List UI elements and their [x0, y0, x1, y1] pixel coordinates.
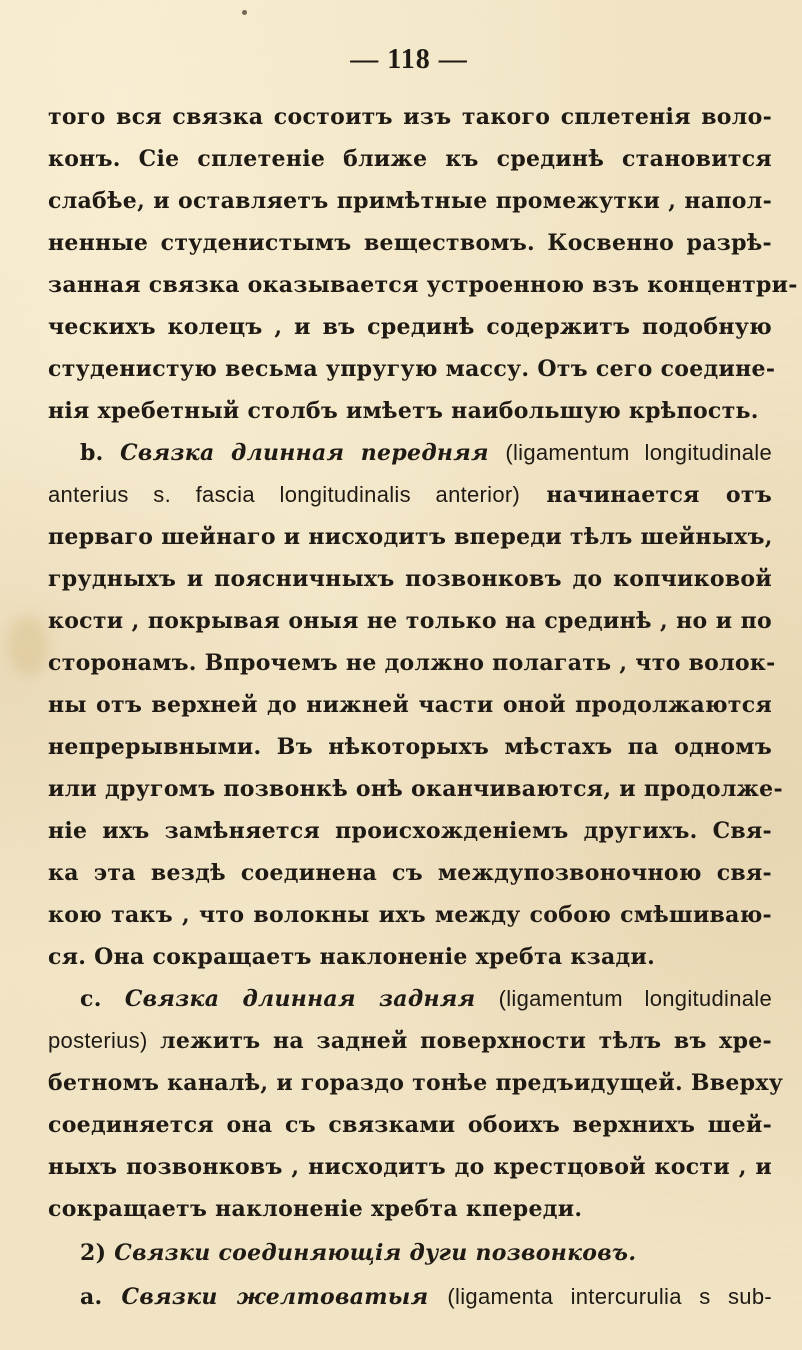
- latin-term: (ligamentum longitudinale: [505, 440, 772, 465]
- section-title: Связки соединяющія дуги позвонковъ.: [114, 1240, 637, 1266]
- text-line: ныхъ позвонковъ , нисходитъ до крестцовой кости , и: [48, 1154, 772, 1180]
- text-line: слабѣе, и оставляетъ примѣтные промежутки , напол-: [48, 188, 772, 214]
- text-line: нія хребетный столбъ имѣетъ наибольшую крѣпость.: [48, 398, 759, 424]
- text-line: ка эта вездѣ соединена съ междупозвоночною свя-: [48, 860, 772, 886]
- ligament-name: Связка длинная передняя: [120, 440, 489, 466]
- text-line: перваго шейнаго и нисходитъ впереди тѣлъ шейныхъ,: [48, 524, 773, 550]
- text-line: кости , покрывая оныя не только на срединѣ , но и по: [48, 608, 772, 634]
- text-line: соединяется она съ связками обоихъ верхнихъ шей-: [48, 1112, 772, 1138]
- text-line: ся. Она сокращаетъ наклоненіе хребта кзади.: [48, 944, 656, 970]
- latin-term: (ligamentum longitudinale: [498, 986, 772, 1011]
- text-line: конъ. Сіе сплетеніе ближе къ срединѣ становится: [48, 146, 772, 172]
- text-line: ненные студенистымъ веществомъ. Косвенно разрѣ-: [48, 230, 772, 256]
- ligament-name: Связка длинная задняя: [124, 986, 476, 1012]
- page-number: — 118 —: [350, 44, 468, 75]
- paragraph-b-heading: b. Связка длинная передняя (ligamentum longitudinale: [80, 440, 772, 466]
- latin-term: posterius): [48, 1028, 148, 1053]
- text-line: anterius s. fascia longitudinalis anterior) начинается отъ: [48, 482, 772, 508]
- text-line: или другомъ позвонкѣ онѣ оканчиваются, и продолже-: [48, 776, 783, 802]
- text-line: ческихъ колецъ , и въ срединѣ содержитъ подобную: [48, 314, 772, 340]
- section-2-heading: 2) Связки соединяющія дуги позвонковъ.: [80, 1240, 637, 1266]
- text-line: грудныхъ и поясничныхъ позвонковъ до копчиковой: [48, 566, 772, 592]
- text-line: ны отъ верхней до нижней части оной продолжаются: [48, 692, 772, 718]
- text-line: кою такъ , что волокны ихъ между собою смѣшиваю-: [48, 902, 772, 928]
- latin-term: (ligamenta intercurulia s sub-: [447, 1284, 772, 1309]
- paper-stain: [8, 615, 48, 675]
- text-line: posterius) лежитъ на задней поверхности тѣлъ въ хре-: [48, 1028, 772, 1054]
- text-line: ніе ихъ замѣняется происхожденіемъ другихъ. Свя-: [48, 818, 772, 844]
- ink-speck: [242, 10, 247, 15]
- text-line: студенистую весьма упругую массу. Отъ сего соедине-: [48, 356, 776, 382]
- text-line: сторонамъ. Впрочемъ не должно полагать , что волок-: [48, 650, 776, 676]
- paragraph-a-heading: a. Связки желтоватыя (ligamenta intercurulia s sub-: [80, 1284, 772, 1310]
- text-line: сокращаетъ наклоненіе хребта кпереди.: [48, 1196, 583, 1222]
- text-line: того вся связка состоитъ изъ такого сплетенія воло-: [48, 104, 772, 130]
- text-line: непрерывными. Въ нѣкоторыхъ мѣстахъ па одномъ: [48, 734, 772, 760]
- latin-term: anterius s. fascia longitudinalis anterior): [48, 482, 521, 507]
- text-line: занная связка оказывается устроенною взъ концентри-: [48, 272, 798, 298]
- text-line: бетномъ каналѣ, и гораздо тонѣе предъидущей. Вверху: [48, 1070, 784, 1096]
- ligament-name: Связки желтоватыя: [121, 1284, 429, 1310]
- paragraph-c-heading: c. Связка длинная задняя (ligamentum longitudinale: [80, 986, 772, 1012]
